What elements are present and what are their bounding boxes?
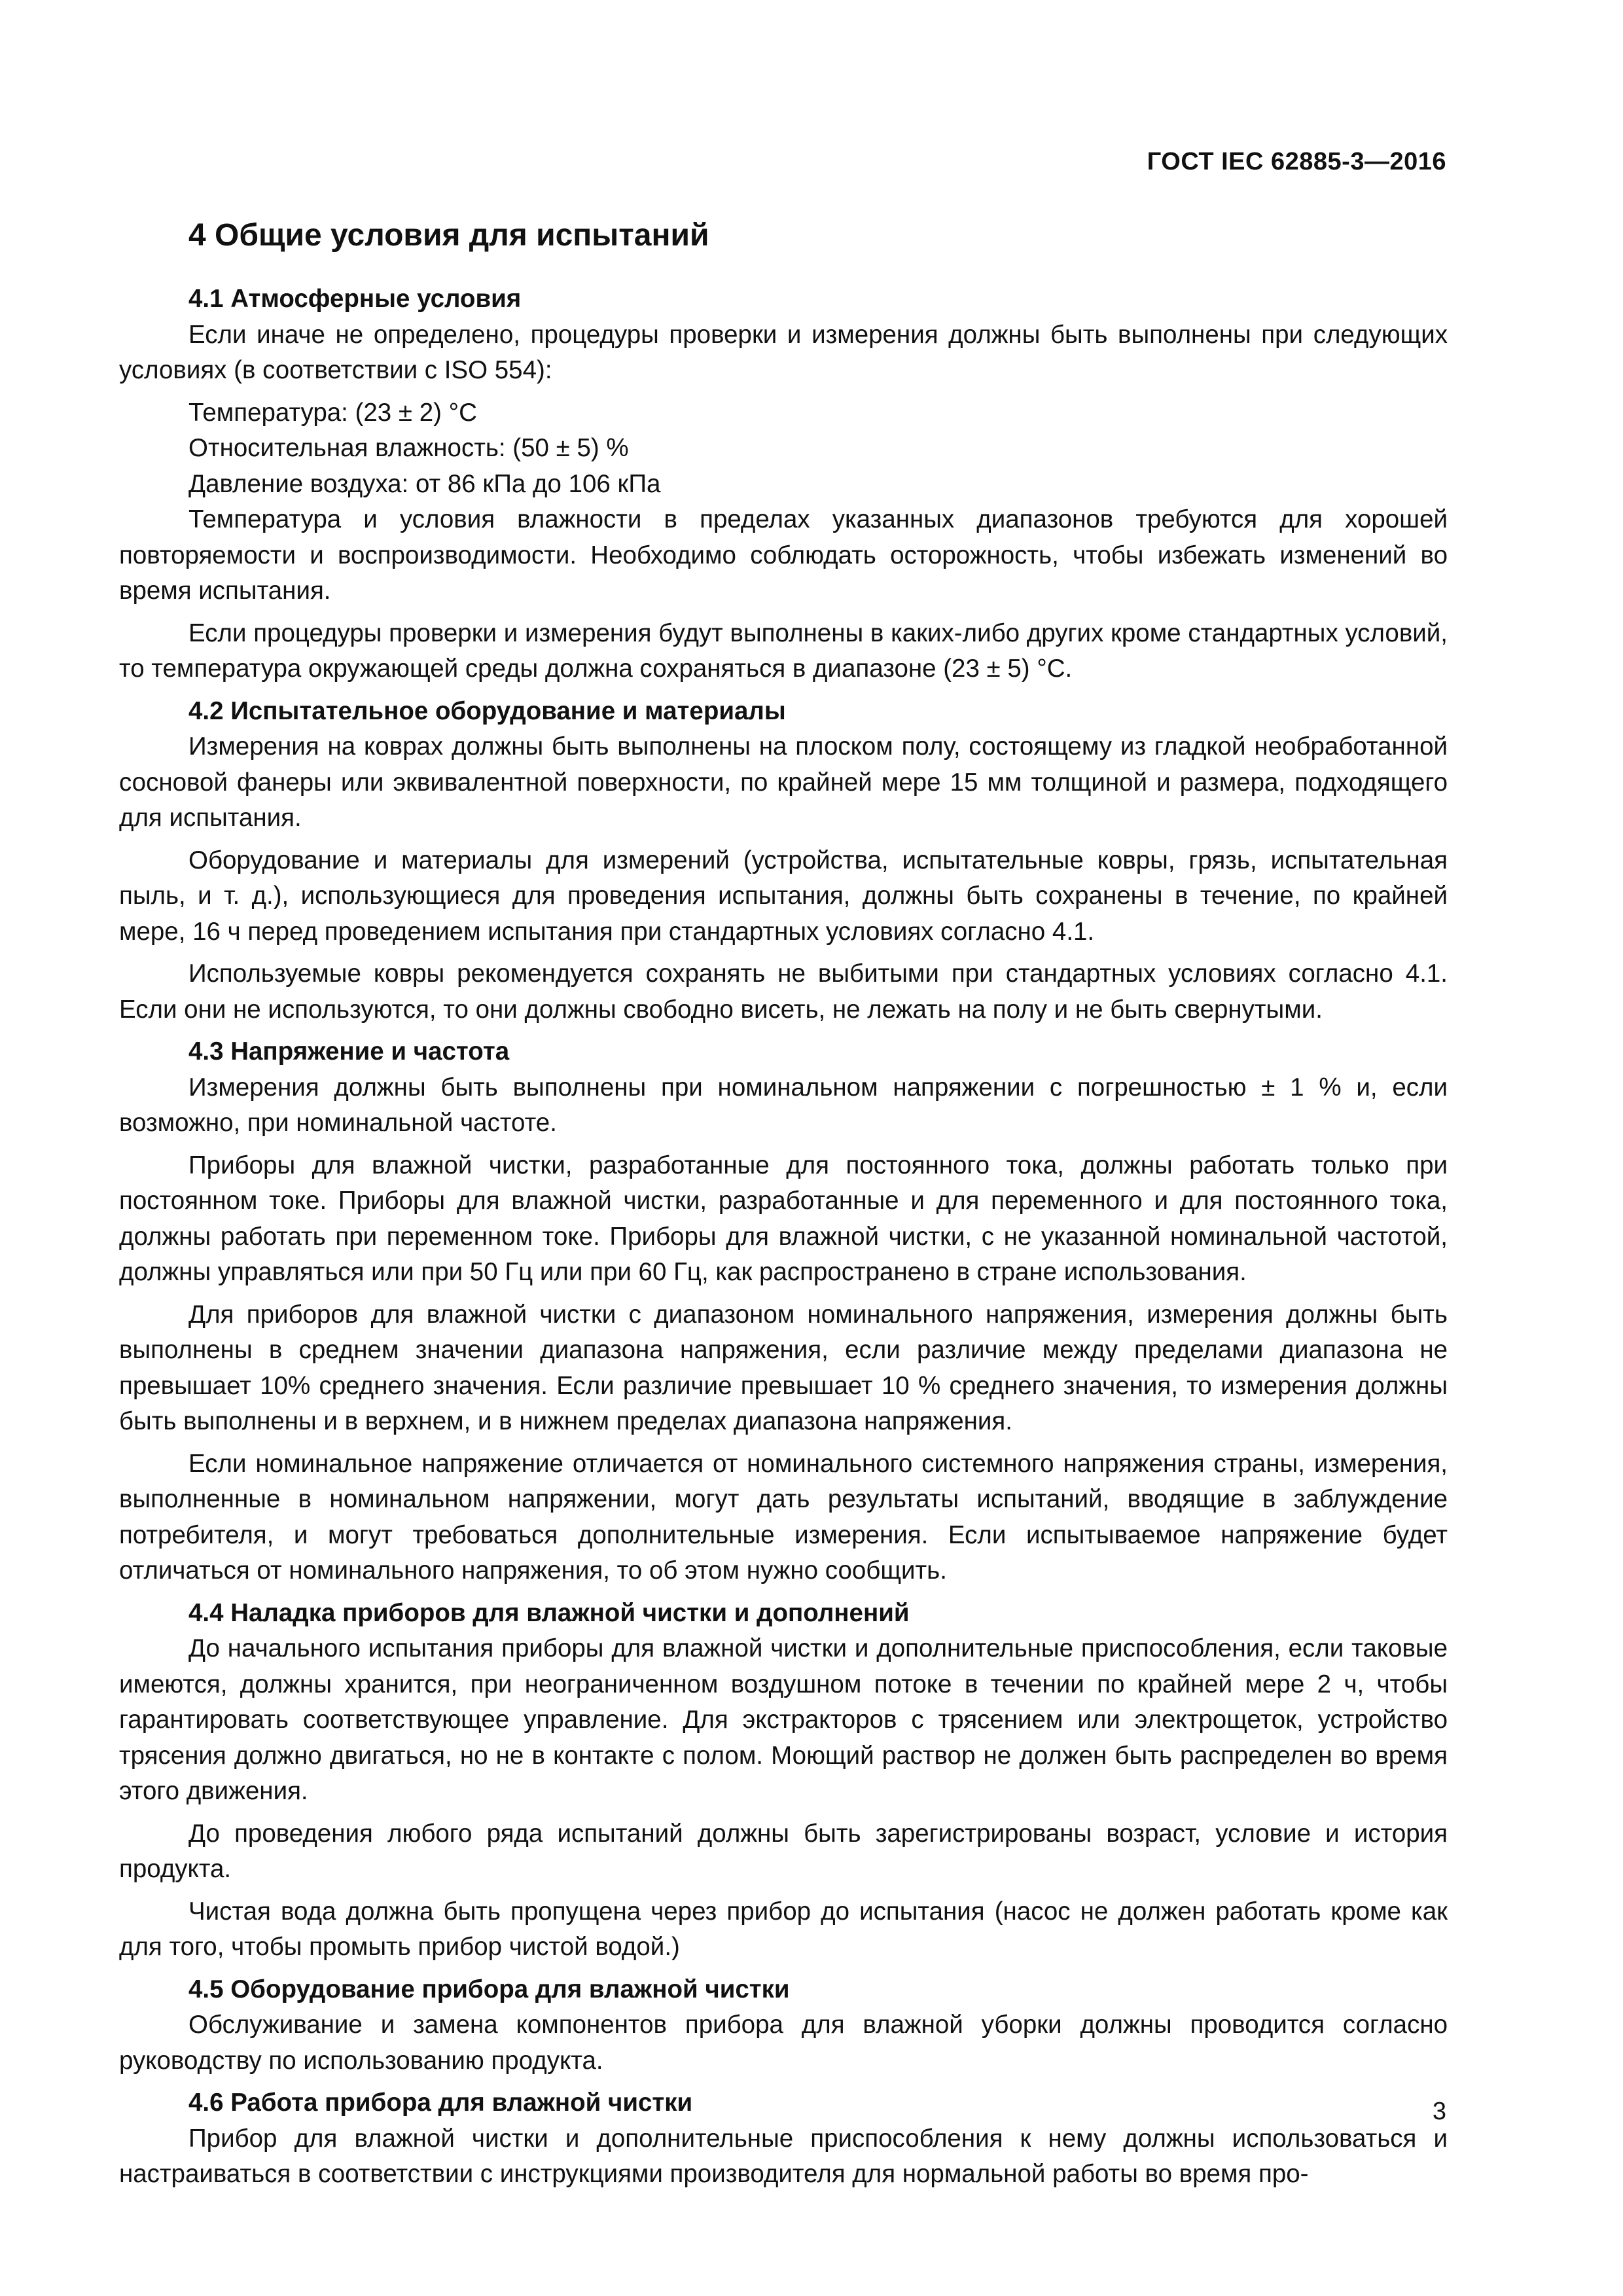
paragraph: Измерения на коврах должны быть выполнены на плоском полу, состоящему из гладкой необработанной сосновой фанеры или эквивалентной поверхности, по крайней мере 15 мм толщиной и размера, подходящего для испытания.	[119, 732, 1448, 832]
subsection-heading-4-1: 4.1 Атмосферные условия	[188, 285, 522, 313]
subsection-heading-4-5: 4.5 Оборудование прибора для влажной чистки	[188, 1975, 790, 2003]
paragraph: Если иначе не определено, процедуры проверки и измерения должны быть выполнены при следующих условиях (в соответствии с ISO 554):	[119, 320, 1448, 384]
paragraph: Чистая вода должна быть пропущена через прибор до испытания (насос не должен работать кроме как для того, чтобы промыть прибор чистой водой.)	[119, 1897, 1448, 1961]
paragraph: Обслуживание и замена компонентов прибора для влажной уборки должны проводится согласно руководству по использованию продукта.	[119, 2011, 1448, 2075]
paragraph: Приборы для влажной чистки, разработанные для постоянного тока, должны работать только при постоянном токе. Приборы для влажной чистки, разработанные и для переменного и для постоянного тока, должны работать при переменном токе. Приборы для влажной чистки, с не указанной номинальной частотой, должны управляться или при 50 Гц или при 60 Гц, как распространено в стране использования.	[119, 1151, 1448, 1286]
document-header: ГОСТ IEC 62885-3—2016	[1147, 148, 1446, 175]
condition-pressure: Давление воздуха: от 86 кПа до 106 кПа	[188, 469, 661, 498]
subsection-heading-4-3: 4.3 Напряжение и частота	[188, 1037, 510, 1066]
subsection-heading-4-6: 4.6 Работа прибора для влажной чистки	[188, 2089, 693, 2117]
paragraph: Измерения должны быть выполнены при номинальном напряжении с погрешностью ± 1 % и, если возможно, при номинальной частоте.	[119, 1073, 1448, 1137]
condition-temperature: Температура: (23 ± 2) °С	[188, 398, 477, 427]
paragraph: Прибор для влажной чистки и дополнительные приспособления к нему должны использоваться и настраиваться в соответствии с инструкциями производителя для нормальной работы во время про-	[119, 2124, 1448, 2188]
paragraph: Если номинальное напряжение отличается от номинального системного напряжения страны, измерения, выполненные в номинальном напряжении, могут дать результаты испытаний, вводящие в заблуждение потребителя, и могут требоваться дополнительные измерения. Если испытываемое напряжение будет отличаться от номинального напряжения, то об этом нужно сообщить.	[119, 1449, 1448, 1585]
page-number: 3	[1432, 2098, 1446, 2125]
paragraph: До начального испытания приборы для влажной чистки и дополнительные приспособления, если таковые имеются, должны хранится, при неограниченном воздушном потоке в течении по крайней мере 2 ч, чтобы гарантировать соответствующее управление. Для экстракторов с трясением или электрощеток, устройство трясения должно двигаться, но не в контакте с полом. Моющий раствор не должен быть распределен во время этого движения.	[119, 1634, 1448, 1805]
paragraph: Используемые ковры рекомендуется сохранять не выбитыми при стандартных условиях согласно 4.1. Если они не используются, то они должны свободно висеть, не лежать на полу и не быть свернутыми.	[119, 960, 1448, 1024]
paragraph: Для приборов для влажной чистки с диапазоном номинального напряжения, измерения должны быть выполнены в среднем значении диапазона напряжения, если различие между пределами диапазона не превышает 10% среднего значения. Если различие превышает 10 % среднего значения, то измерения должны быть выполнены и в верхнем, и в нижнем пределах диапазона напряжения.	[119, 1300, 1448, 1435]
section-title: 4 Общие условия для испытаний	[188, 218, 709, 253]
condition-humidity: Относительная влажность: (50 ± 5) %	[188, 434, 629, 462]
paragraph: Если процедуры проверки и измерения будут выполнены в каких-либо других кроме стандартных условий, то температура окружающей среды должна сохраняться в диапазоне (23 ± 5) °С.	[119, 619, 1448, 683]
paragraph: До проведения любого ряда испытаний должны быть зарегистрированы возраст, условие и история продукта.	[119, 1819, 1448, 1883]
document-body	[119, 216, 1448, 2199]
paragraph: Температура и условия влажности в пределах указанных диапазонов требуются для хорошей повторяемости и воспроизводимости. Необходимо соблюдать осторожность, чтобы избежать изменений во время испытания.	[119, 505, 1448, 605]
subsection-heading-4-4: 4.4 Наладка приборов для влажной чистки и дополнений	[188, 1598, 910, 1627]
subsection-heading-4-2: 4.2 Испытательное оборудование и материалы	[188, 696, 786, 725]
paragraph: Оборудование и материалы для измерений (устройства, испытательные ковры, грязь, испытательная пыль, и т. д.), использующиеся для проведения испытания, должны быть сохранены в течение, по крайней мере, 16 ч перед проведением испытания при стандартных условиях согласно 4.1.	[119, 846, 1448, 946]
